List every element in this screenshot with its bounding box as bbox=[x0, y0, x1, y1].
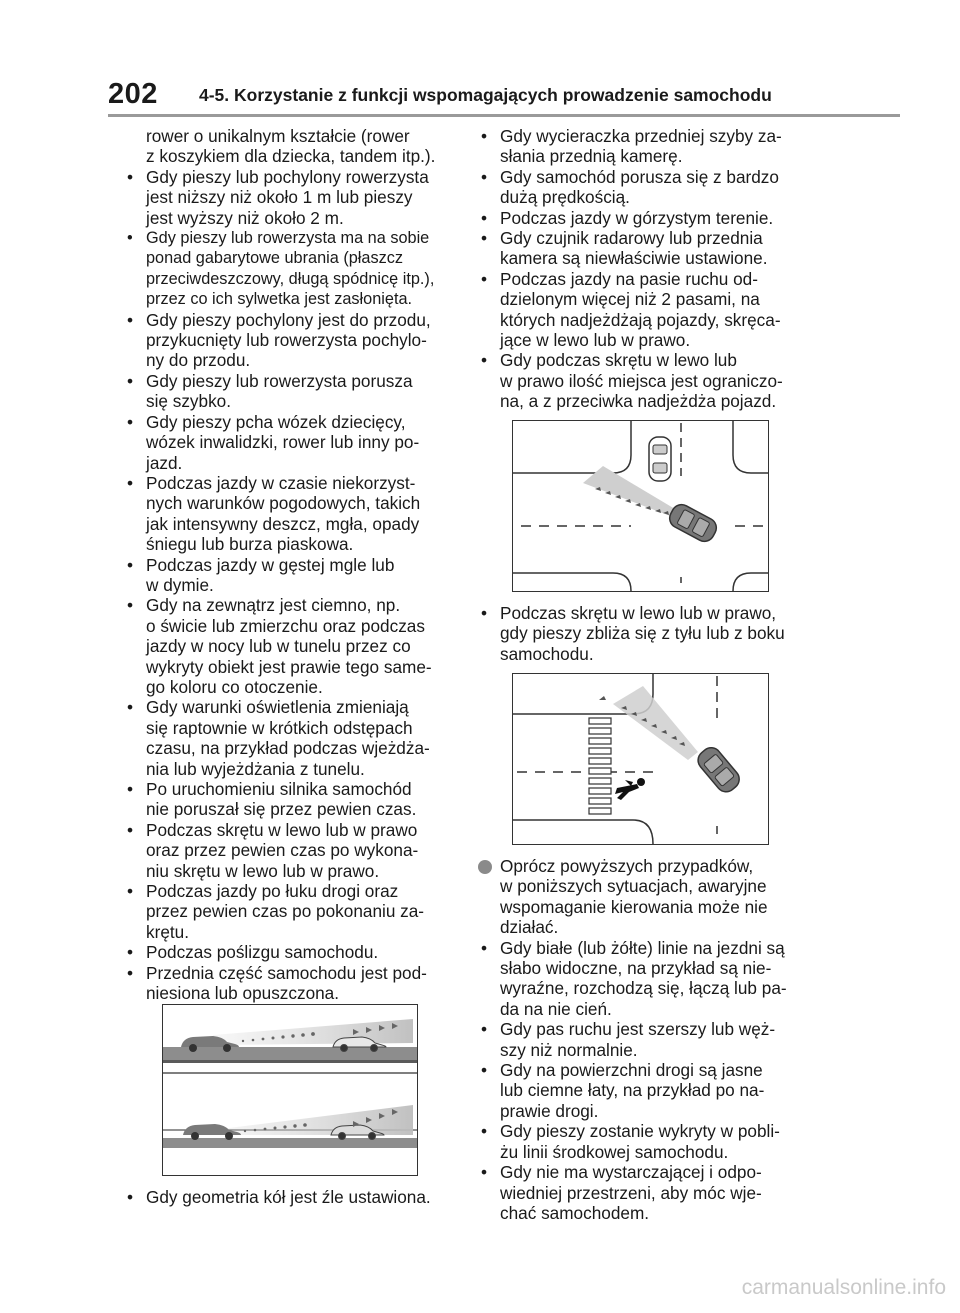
list-item: • Gdy na zewnątrz jest ciemno, np. o świcie lub zmierzchu oraz podczas jazdy w nocy lub w tunelu przez co wykryty obiekt jest prawie tego same- go koloru co otoczenie. bbox=[125, 595, 455, 697]
pedestrian-figure bbox=[615, 778, 645, 800]
list-item: • Gdy geometria kół jest źle ustawiona. bbox=[125, 1187, 455, 1207]
list-item: • Gdy na powierzchni drogi są jasne lub ciemne łaty, na przykład po na- prawie drogi. bbox=[479, 1060, 819, 1121]
list-item: • Gdy nie ma wystarczającej i odpo- wiedniej przestrzeni, aby móc wje- chać samochodem. bbox=[479, 1162, 819, 1223]
right-column-top bbox=[479, 126, 809, 412]
right-after-fig2 bbox=[479, 603, 809, 664]
list-item: • Podczas jazdy na pasie ruchu od- dzielonym więcej niż 2 pasami, na których nadjeżdżają pojazdy, skręca- jące w lewo lub w prawo. bbox=[479, 269, 809, 351]
header-divider bbox=[108, 114, 900, 117]
list-item: • Podczas skrętu w lewo lub w prawo oraz przez pewien czas po wykona- niu skrętu w lewo lub w prawo. bbox=[125, 820, 455, 881]
illustration-turn-pedestrian bbox=[512, 673, 769, 845]
chapter-title: 4-5. Korzystanie z funkcji wspomagających prowadzenie samochodu bbox=[199, 85, 772, 105]
page-number: 202 bbox=[108, 78, 158, 110]
list-item: rower o unikalnym kształcie (rower z koszykiem dla dziecka, tandem itp.). bbox=[146, 126, 436, 167]
list-item: • Podczas jazdy w czasie niekorzyst- nych warunków pogodowych, takich jak intensywny deszcz, mgła, opady śniegu lub burza piaskowa. bbox=[125, 473, 455, 555]
crosswalk-illustration bbox=[513, 674, 768, 844]
list-item: • Gdy pieszy zostanie wykryty w pobli- żu linii środkowej samochodu. bbox=[479, 1121, 819, 1162]
list-item: • Gdy czujnik radarowy lub przednia kamera są niewłaściwie ustawione. bbox=[479, 228, 809, 269]
list-item: • Gdy wycieraczka przedniej szyby za- słania przednią kamerę. bbox=[479, 126, 809, 167]
list-item: • Gdy pieszy lub pochylony rowerzysta jest niższy niż około 1 m lub pieszy jest wyższy niż około 2 m. bbox=[125, 167, 455, 228]
left-column bbox=[125, 126, 455, 1003]
list-item: • Podczas skrętu w lewo lub w prawo, gdy pieszy zbliża się z tyłu lub z boku samochodu. bbox=[479, 603, 809, 664]
list-item: • Gdy pieszy pochylony jest do przodu, przykucnięty lub rowerzysta pochylo- ny do przodu. bbox=[125, 310, 455, 371]
watermark: carmanualsonline.info bbox=[741, 1276, 946, 1299]
illustration-turn-oncoming-vehicle bbox=[512, 420, 769, 592]
list-item: • Podczas poślizgu samochodu. bbox=[125, 942, 455, 962]
list-item: • Gdy podczas skrętu w lewo lub w prawo ilość miejsca jest ograniczo- na, a z przeciwka nadjeżdża pojazd. bbox=[479, 350, 809, 411]
list-item: • Gdy samochód porusza się z bardzo dużą prędkością. bbox=[479, 167, 809, 208]
list-item: • Gdy pieszy pcha wózek dziecięcy, wózek inwalidzki, rower lub inny po- jazd. bbox=[125, 412, 455, 473]
list-item: • Podczas jazdy w gęstej mgle lub w dymie. bbox=[125, 555, 455, 596]
list-item: • Gdy pieszy lub rowerzysta porusza się szybko. bbox=[125, 371, 455, 412]
section-intro: Oprócz powyższych przypadków, w poniższych sytuacjach, awaryjne wspomaganie kierowania może nie działać. bbox=[479, 856, 819, 938]
list-item: • Gdy pas ruchu jest szerszy lub węż- szy niż normalnie. bbox=[479, 1019, 819, 1060]
right-bottom-section bbox=[479, 856, 819, 1223]
list-item: • Po uruchomieniu silnika samochód nie poruszał się przez pewien czas. bbox=[125, 779, 455, 820]
list-item: • Gdy białe (lub żółte) linie na jezdni są słabo widoczne, na przykład są nie- wyraźne, rozchodzą się, łączą lub pa- da na nie cień. bbox=[479, 938, 819, 1020]
page-header bbox=[108, 78, 908, 114]
list-item: • Gdy warunki oświetlenia zmieniają się raptownie w krótkich odstępach czasu, na przykład podczas wjeżdża- nia lub wyjeżdżania z tunelu. bbox=[125, 697, 455, 779]
road-cars-illustration bbox=[163, 1005, 417, 1175]
list-item: • Gdy pieszy lub rowerzysta ma na sobie ponad gabarytowe ubrania (płaszcz przeciwdeszczowy, długą spódnicę itp.), przez co ich sylwetka jest zasłonięta. bbox=[125, 228, 455, 310]
intersection-illustration bbox=[513, 421, 768, 591]
list-item: • Podczas jazdy po łuku drogi oraz przez pewien czas po pokonaniu za- krętu. bbox=[125, 881, 455, 942]
illustration-wheel-alignment bbox=[162, 1004, 418, 1176]
list-item: • Przednia część samochodu jest pod- niesiona lub opuszczona. bbox=[125, 963, 455, 1004]
list-item: • Podczas jazdy w górzystym terenie. bbox=[479, 208, 809, 228]
left-after-figure bbox=[125, 1187, 455, 1207]
